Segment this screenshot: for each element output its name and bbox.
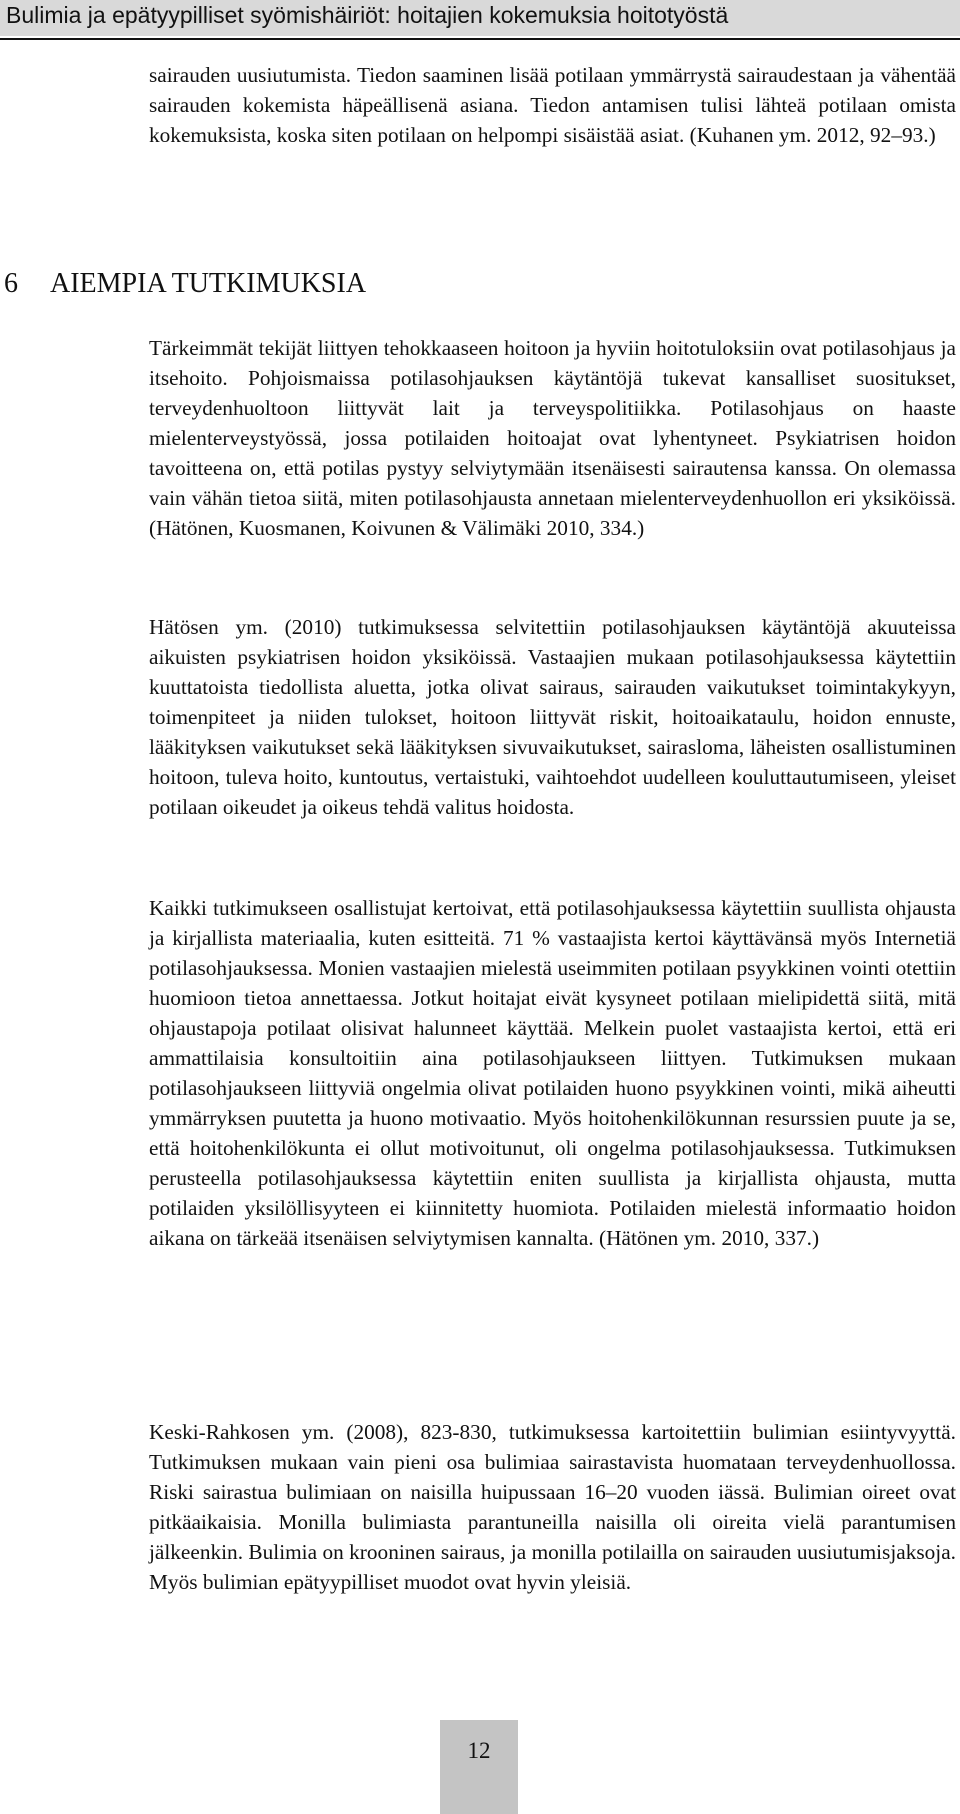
paragraph-4: Keski-Rahkosen ym. (2008), 823-830, tutkimuksessa kartoitettiin bulimian esiintyvyyttä. Tutkimuksen mukaan vain pieni osa bulimiaa sairastavista huomataan terveydenhuollossa. Riski sairastua bulimiaan on naisilla huipussaan 16–20 vuoden iässä. Bulimian oireet ovat pitkäaikaisia. Monilla bulimiasta parantuneilla naisilla oli oireita vielä parantumisen jälkeenkin. Bulimia on krooninen sairaus, ja monilla potilailla on sairauden uusiutumisjaksoja. Myös bulimian epätyypilliset muodot ovat hyvin yleisiä. [149,1420,956,1594]
section-title: AIEMPIA TUTKIMUKSIA [50,268,367,299]
paragraph-3: Kaikki tutkimukseen osallistujat kertoivat, että potilasohjauksessa käytettiin suullista ohjausta ja kirjallista materiaalia, kuten esitteitä. 71 % vastaajista kertoi käyttävänsä myös Internetiä potilasohjauksessa. Monien vastaajien mielestä useimmiten potilaan psyykkinen vointi otettiin huomioon tietoa annettaessa. Jotkut hoitajat eivät kysyneet potilaan mielipidettä siitä, mitä ohjaustapoja potilaat olisivat halunneet käyttää. Melkein puolet vastaajista kertoi, että eri ammattilaisia konsultoitiin aina potilasohjaukseen liittyen. Tutkimuksen mukaan potilasohjaukseen liittyviä ongelmia olivat potilaiden huono psyykkinen vointi, mikä aiheutti ymmärryksen puutetta ja huono motivaatio. Myös hoitohenkilökunnan resurssien puute ja se, että hoitohenkilökunta ei ollut motivoitunut, oli ongelma potilasohjauksessa. Tutkimuksen perusteella potilasohjauksessa käytettiin eniten suullista ja kirjallista ohjausta, mutta potilaiden yksilöllisyyteen ei kiinnitetty huomiota. Potilaiden mielestä informaatio hoidon aikana on tärkeää itsenäisen selviytymisen kannalta. (Hätönen ym. 2010, 337.) [149,896,956,1250]
section-number: 6 [4,268,18,299]
header-title: Bulimia ja epätyypilliset syömishäiriöt: hoitajien kokemuksia hoitotyöstä [6,2,729,28]
page-number-box [440,1720,518,1814]
paragraph-2: Hätösen ym. (2010) tutkimuksessa selvitettiin potilasohjauksen käytäntöjä akuuteissa aikuisten psykiatrisen hoidon yksiköissä. Vastaajien mukaan potilasohjauksessa käytettiin kuuttatoista tiedollista aluetta, jotka olivat sairaus, sairauden vaikutukset toimintakykyyn, toimenpiteet ja niiden tulokset, hoitoon liittyvät riskit, hoitoaikataulu, hoidon ennuste, lääkityksen vaikutukset sekä lääkityksen sivuvaikutukset, sairasloma, läheisten osallistuminen hoitoon, tuleva hoito, kuntoutus, vertaistuki, vaihtoehdot uudelleen kouluttautumiseen, yleiset potilaan oikeudet ja oikeus tehdä valitus hoidosta. [149,615,956,819]
header-rule [0,38,960,40]
section-heading [4,268,366,300]
page-number: 12 [467,1738,491,1763]
intro-paragraph: sairauden uusiutumista. Tiedon saaminen lisää potilaan ymmärrystä sairaudestaan ja vähentää sairauden kokemista häpeällisenä asiana. Tiedon antamisen tulisi lähteä potilaan omista kokemuksista, koska siten potilaan on helpompi sisäistää asiat. (Kuhanen ym. 2012, 92–93.) [149,63,956,147]
paragraph-1: Tärkeimmät tekijät liittyen tehokkaaseen hoitoon ja hyviin hoitotuloksiin ovat potilasohjaus ja itsehoito. Pohjoismaissa potilasohjauksen käytäntöjä tukevat kansalliset suositukset, terveydenhuoltoon liittyvät lait ja terveyspolitiikka. Potilasohjaus on haaste mielenterveystyössä, jossa potilaiden hoitoajat ovat lyhentyneet. Psykiatrisen hoidon tavoitteena on, että potilas pystyy selviytymään itsenäisesti sairautensa kanssa. On olemassa vain vähän tietoa siitä, miten potilasohjausta annetaan mielenterveydenhuollon eri yksiköissä. (Hätönen, Kuosmanen, Koivunen & Välimäki 2010, 334.) [149,336,956,540]
running-header [0,0,960,36]
